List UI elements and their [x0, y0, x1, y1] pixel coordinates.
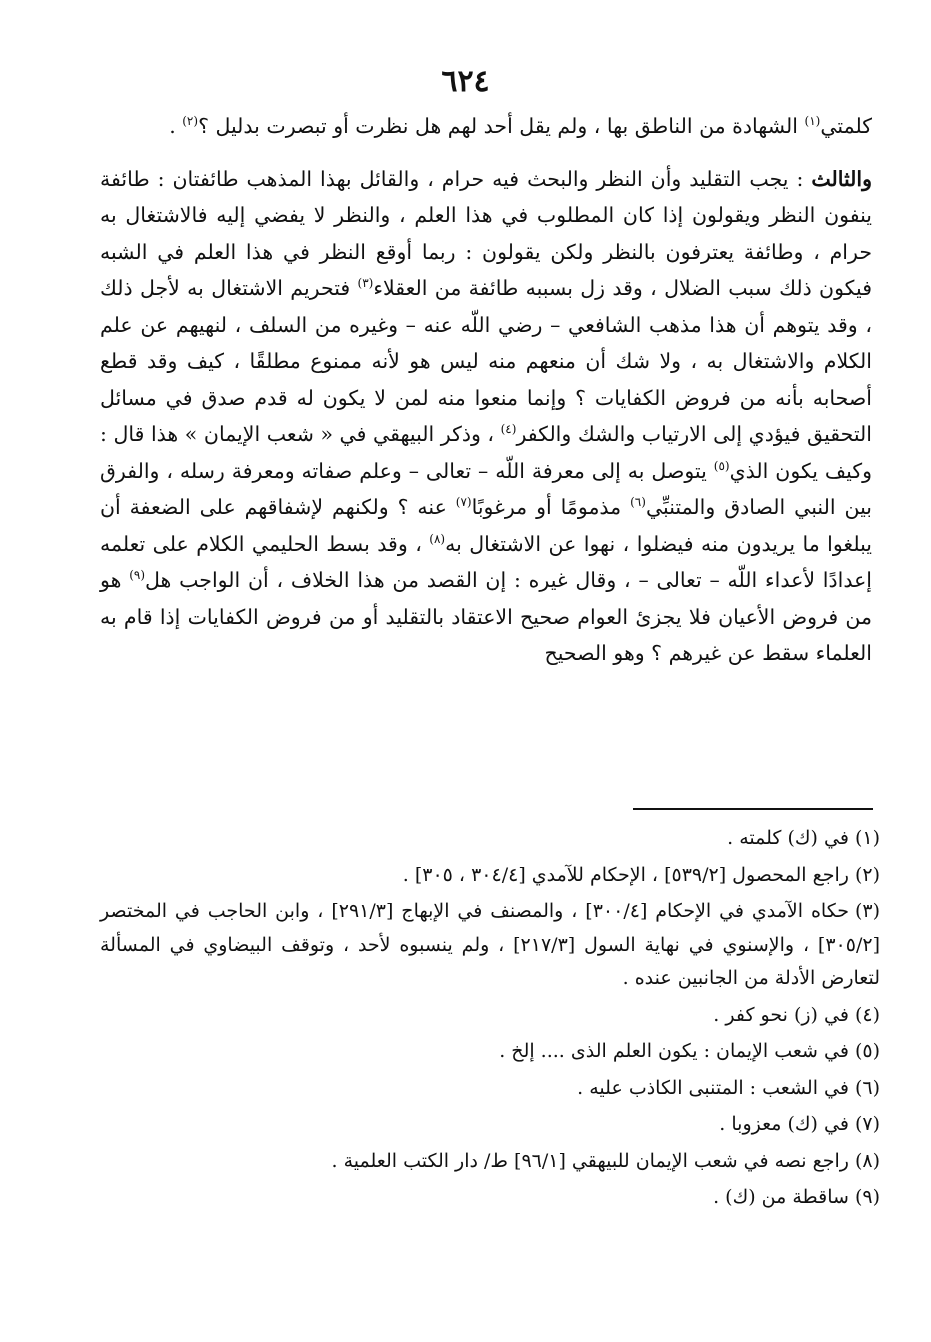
- paragraph-lead-word: والثالث: [811, 166, 872, 191]
- text-segment: يتوصل به إلى معرفة اللّه – تعالى – وعلم صفاته ومعرفة رسله ، والفرق بين النبي الصادق والمتنبِّي: [100, 458, 872, 519]
- footnote-number: (١): [854, 827, 880, 849]
- footnote-ref-4: (٤): [500, 422, 517, 437]
- page-number: ٦٢٤: [441, 64, 490, 99]
- footnote-text: راجع نصه في شعب الإيمان للبيهقي [٩٦/١] ط/ دار الكتب العلمية .: [331, 1149, 849, 1172]
- footnote-ref-5: (٥): [713, 458, 730, 473]
- footnote-separator: [633, 808, 873, 810]
- text-segment: عنه ؟ ولكنهم لإشفاقهم على الضعفة أن يبلغوا ما يريدون منه فيضلوا ، نهوا عن الاشتغال به: [100, 495, 872, 556]
- text-segment: هو من فروض الأعيان فلا يجزئ العوام صحيح الاعتقاد بالتقليد أو من فروض الكفايات إذا قام به العلماء سقط عن غيرهم ؟ وهو الصحيح: [100, 568, 872, 665]
- footnote-ref-6: (٦): [630, 495, 646, 510]
- footnote-2: [100, 859, 880, 893]
- text-segment: .: [169, 114, 183, 138]
- text-segment: : يجب التقليد وأن النظر والبحث فيه حرام ، والقائل بهذا المذهب طائفتان : طائفة ينفون النظر ويقولون إذا كان المطلوب في هذا العلم ، والنظر لا يفضي إليه فالاشتغال به حرام ، وطائفة يعترفون بالنظر ولكن يقولون : ربما أوقع النظر في هذا العلم في الشبه فيكون ذلك سبب الضلال ، وقد زل بسببه طائفة من العقلاء: [100, 166, 872, 300]
- footnote-text: ساقطة من (ك) .: [713, 1186, 849, 1208]
- footnote-text: في شعب الإيمان : يكون العلم الذى .... إلخ .: [499, 1040, 849, 1062]
- text-segment: الشهادة من الناطق بها ، ولم يقل أحد لهم هل نظرت أو تبصرت بدليل ؟: [198, 114, 805, 138]
- footnote-ref-2: (٢): [182, 114, 199, 129]
- footnote-number: (٦): [854, 1076, 880, 1099]
- footnote-number: (٥): [854, 1040, 880, 1062]
- footnote-text: راجع المحصول [٥٣٩/٢] ، الإحكام للآمدي [٣٠٤/٤ ، ٣٠٥] .: [402, 863, 849, 886]
- text-segment: فتحريم الاشتغال به لأجل ذلك ، وقد يتوهم أن هذا مذهب الشافعي – رضي اللّه عنه – وغيره من السلف ، لنهيهم عن علم الكلام والاشتغال به ، ولا شك أن منعهم منه ليس هو لأنه ممنوع مطلقًا ، كيف وقد قطع أصحابه بأنه من فروض الكفايات ؟ وإنما منعوا منه لمن لا يكون له قدم صدق في مسائل التحقيق فيؤدي إلى الارتياب والشك والكفر: [100, 276, 872, 446]
- footnote-ref-8: (٨): [429, 531, 446, 546]
- footnote-text: في (ك) معزوبا .: [719, 1113, 849, 1135]
- footnotes: [100, 822, 880, 1218]
- text-segment: مذمومًا أو مرغوبًا: [471, 495, 631, 519]
- footnote-number: (٧): [854, 1113, 880, 1135]
- footnote-text: في الشعب : المتنبى الكاذب عليه .: [577, 1076, 849, 1099]
- paragraph-1: [100, 108, 872, 145]
- footnote-1: [100, 822, 880, 856]
- main-text: [100, 108, 872, 672]
- footnote-number: (٤): [854, 1003, 880, 1026]
- footnote-ref-3: (٣): [357, 276, 374, 291]
- footnote-4: [100, 999, 880, 1033]
- footnote-text: حكاه الآمدي في الإحكام [٣٠٠/٤] ، والمصنف في الإبهاج [٢٩١/٣] ، وابن الحاجب في المختصر [٣٠٥/٢] ، والإسنوي في نهاية السول [٢١٧/٣] ، ولم ينسبوه لأحد ، وتوقف البيضاوي في المسألة لتعارض الأدلة من الجانبين عنده .: [100, 900, 880, 989]
- footnote-text: في (ك) كلمته .: [727, 827, 849, 849]
- paragraph-2: [100, 161, 872, 672]
- footnote-6: [100, 1072, 880, 1106]
- text-segment: ، وذكر البيهقي في « شعب الإيمان » هذا قال : وكيف يكون الذي: [100, 422, 872, 483]
- footnote-number: (٣): [854, 900, 880, 922]
- footnote-number: (٩): [854, 1186, 880, 1208]
- footnote-text: في (ز) نحو كفر .: [713, 1003, 849, 1026]
- text-segment: كلمتي: [820, 114, 872, 138]
- footnote-5: [100, 1035, 880, 1069]
- footnote-8: [100, 1145, 880, 1179]
- footnote-ref-1: (١): [804, 114, 821, 129]
- footnote-7: [100, 1108, 880, 1142]
- footnote-9: [100, 1181, 880, 1215]
- footnote-3: [100, 895, 880, 996]
- footnote-ref-7: (٧): [455, 495, 472, 510]
- footnote-ref-9: (٩): [129, 568, 146, 583]
- footnote-number: (٢): [854, 863, 880, 886]
- footnote-number: (٨): [854, 1149, 880, 1172]
- text-segment: ، وقد بسط الحليمي الكلام على تعلمه إعدادًا لأعداء اللّه – تعالى – ، وقال غيره : إن القصد من هذا الخلاف ، أن الواجب هل: [100, 531, 873, 592]
